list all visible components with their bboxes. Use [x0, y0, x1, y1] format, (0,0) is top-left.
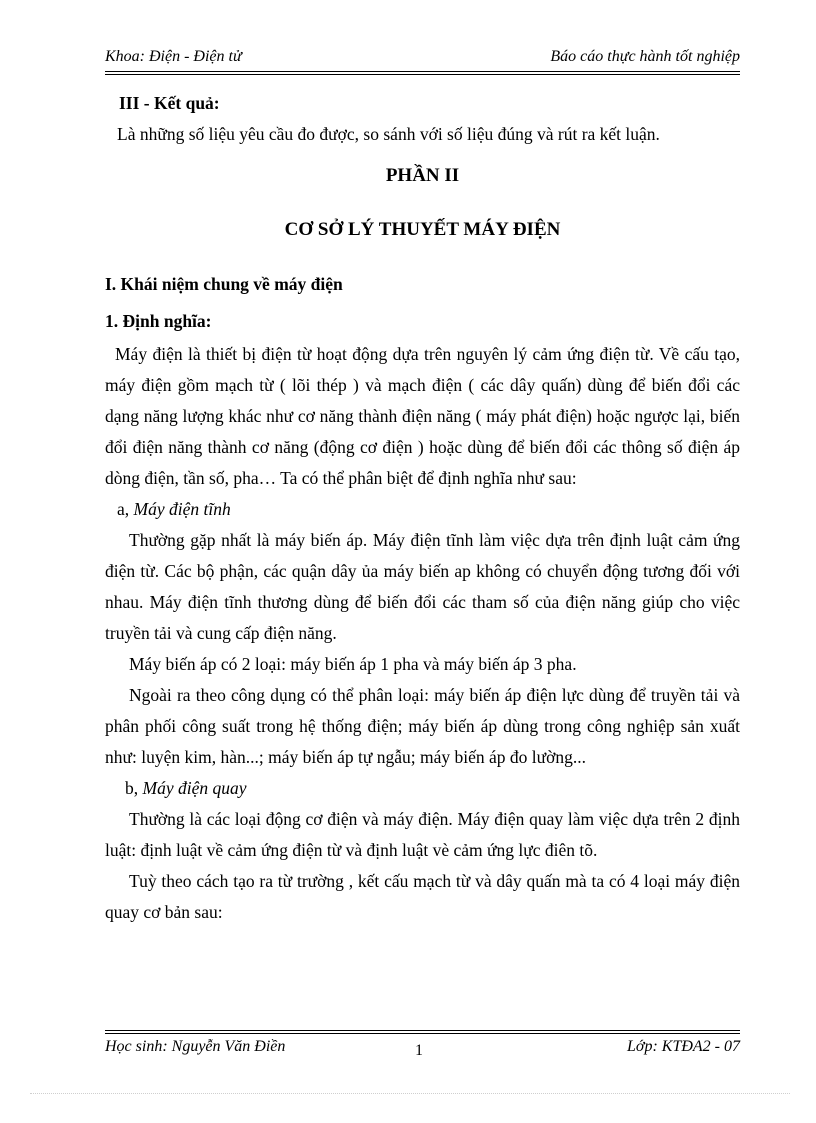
footer-rule — [105, 1030, 740, 1031]
footer-class: Lớp: KTĐA2 - 07 — [627, 1038, 740, 1055]
page-footer — [105, 1038, 740, 1060]
results-text: Là những số liệu yêu cầu đo được, so sánh với số liệu đúng và rút ra kết luận. — [117, 124, 660, 144]
section-heading-concept: I. Khái niệm chung về máy điện — [105, 274, 343, 294]
page-edge-dotted-line — [30, 1093, 790, 1094]
header-rule — [105, 71, 740, 72]
static-machine-paragraph-3: Ngoài ra theo công dụng có thể phân loại: máy biến áp điện lực dùng để truyền tải và phân phối công suất trong hệ thống điện; máy biến áp dùng trong công nghiệp sản xuất như: luyện kim, hàn...; máy biến áp tự ngẫu; máy biến áp đo lường... — [105, 685, 740, 767]
subheading-rotating-machine: b, Máy điện quay — [125, 778, 247, 798]
footer-rule-2 — [105, 1033, 740, 1034]
page-number: 1 — [415, 1042, 423, 1059]
header-faculty: Khoa: Điện - Điện tử — [105, 48, 242, 65]
footer-student: Học sinh: Nguyễn Văn Điền — [105, 1038, 286, 1055]
rotating-machine-paragraph-1: Thường là các loại động cơ điện và máy điện. Máy điện quay làm việc dựa trên 2 định luật: định luật về cảm ứng điện từ và định luật vè cảm ứng lực điên tõ. — [105, 809, 740, 860]
page-body — [105, 88, 740, 928]
header-rule-2 — [105, 74, 740, 75]
definition-text: Máy điện là thiết bị điện từ hoạt động dựa trên nguyên lý cảm ứng điện từ. Về cấu tạo, máy điện gồm mạch từ ( lõi thép ) và mạch điện ( các dây quấn) dùng để biến đổi các dạng năng lượng khác như cơ năng thành điện năng ( máy phát điện) hoặc ngược lại, biến đổi điện năng thành cơ năng (động cơ điện ) hoặc dùng để biến đổi các thông số điện áp dòng điện, tần số, pha… Ta có thể phân biệt để định nghĩa như sau: — [105, 344, 740, 488]
section-heading-results: III - Kết quả: — [119, 93, 220, 113]
static-machine-paragraph-1: Thường gặp nhất là máy biến áp. Máy điện tĩnh làm việc dựa trên định luật cảm ứng điện từ. Các bộ phận, các quận dây ủa máy biến ap không có chuyển động tương đối với nhau. Máy điện tĩnh thương dùng để biến đổi các tham số của điện năng giúp cho việc truyền tải và cung cấp điện năng. — [105, 530, 740, 643]
part-title: PHẦN II — [385, 165, 460, 186]
part-subtitle: CƠ SỞ LÝ THUYẾT MÁY ĐIỆN — [284, 219, 561, 240]
static-machine-paragraph-2: Máy biến áp có 2 loại: máy biến áp 1 pha và máy biến áp 3 pha. — [129, 654, 577, 674]
subheading-static-machine: a, Máy điện tĩnh — [117, 499, 231, 519]
section-heading-definition: 1. Định nghĩa: — [105, 311, 212, 331]
page-header — [105, 48, 740, 70]
rotating-machine-paragraph-2: Tuỳ theo cách tạo ra từ trường , kết cấu mạch từ và dây quấn mà ta có 4 loại máy điện quay cơ bản sau: — [105, 871, 740, 922]
header-report-title: Báo cáo thực hành tốt nghiệp — [550, 48, 740, 65]
